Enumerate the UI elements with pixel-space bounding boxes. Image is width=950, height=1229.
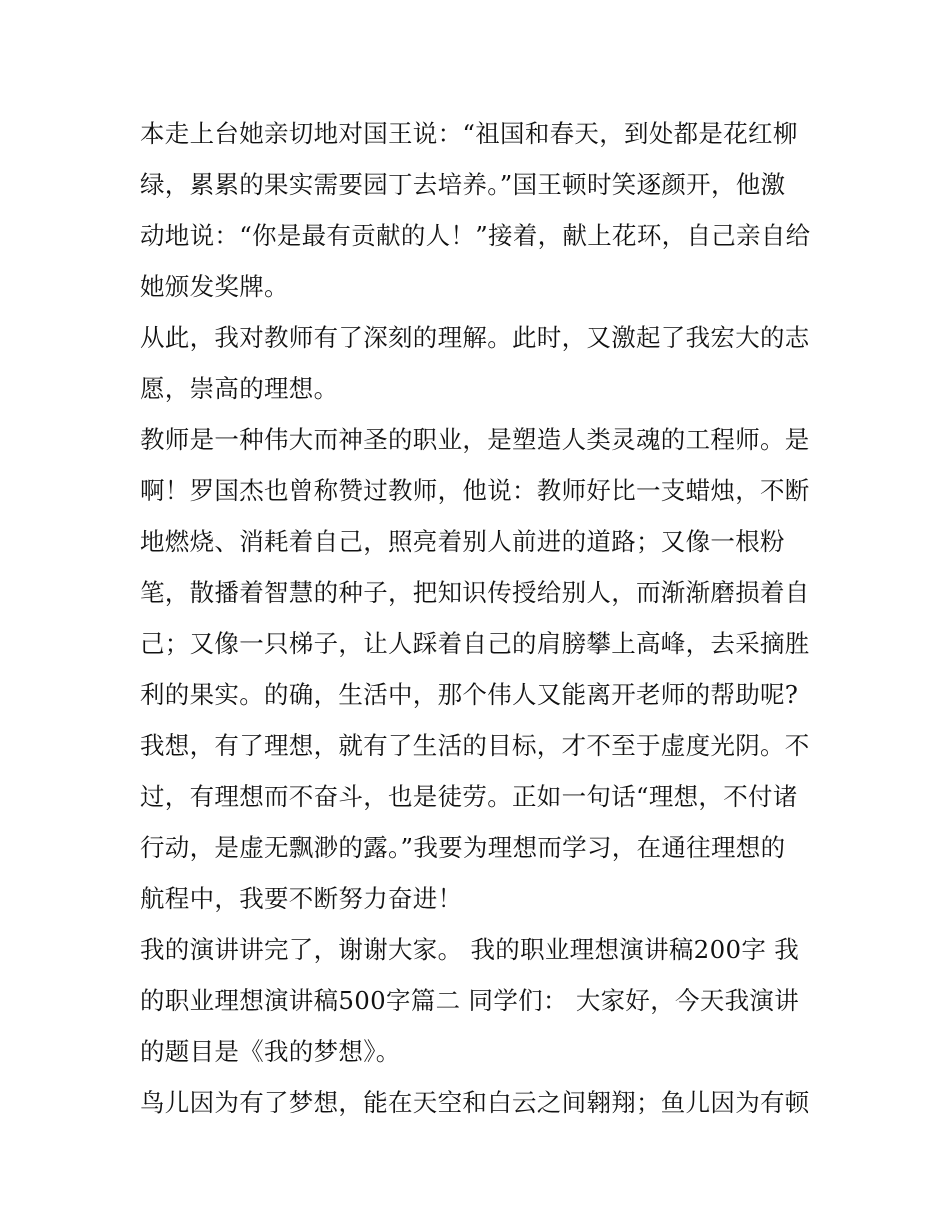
document-body (140, 108, 820, 1128)
paragraph-3: 教师是一种伟大而神圣的职业，是塑造人类灵魂的工程师。是 啊！罗国杰也曾称赞过教师，他说：教师好比一支蜡烛，不断 地燃烧、消耗着自己，照亮着别人前进的道路；又像一根粉 笔，散播着智慧的种子，把知识传授给别人，而渐渐磨损着自 己；又像一只梯子，让人踩着自己的肩膀攀上高峰，去采摘胜 利的果实。的确，生活中，那个伟人又能离开老师的帮助呢? (140, 425, 810, 709)
paragraph-4: 我想，有了理想，就有了生活的目标，才不至于虚度光阴。不 过，有理想而不奋斗，也是徒劳。正如一句话“理想，不付诸 行动，是虚无飘渺的露。”我要为理想而学习，在通往理想的 航程中，我要不断努力奋进！ (140, 731, 810, 913)
paragraph-1: 本走上台她亲切地对国王说：“祖国和春天，到处都是花红柳 绿，累累的果实需要园丁去培养。”国王顿时笑逐颜开，他激 动地说：“你是最有贡献的人！”接着，献上花环，自己亲自给 她颁发奖牌。 (140, 119, 811, 301)
paragraph-2: 从此，我对教师有了深刻的理解。此时，又激起了我宏大的志 愿，崇高的理想。 (140, 323, 810, 403)
paragraph-5: 我的演讲讲完了，谢谢大家。 我的职业理想演讲稿200字 我 的职业理想演讲稿500字篇二 同学们： 大家好，今天我演讲 的题目是《我的梦想》。 (140, 935, 800, 1066)
paragraph-6: 鸟儿因为有了梦想，能在天空和白云之间翱翔；鱼儿因为有顿 (140, 1088, 810, 1117)
